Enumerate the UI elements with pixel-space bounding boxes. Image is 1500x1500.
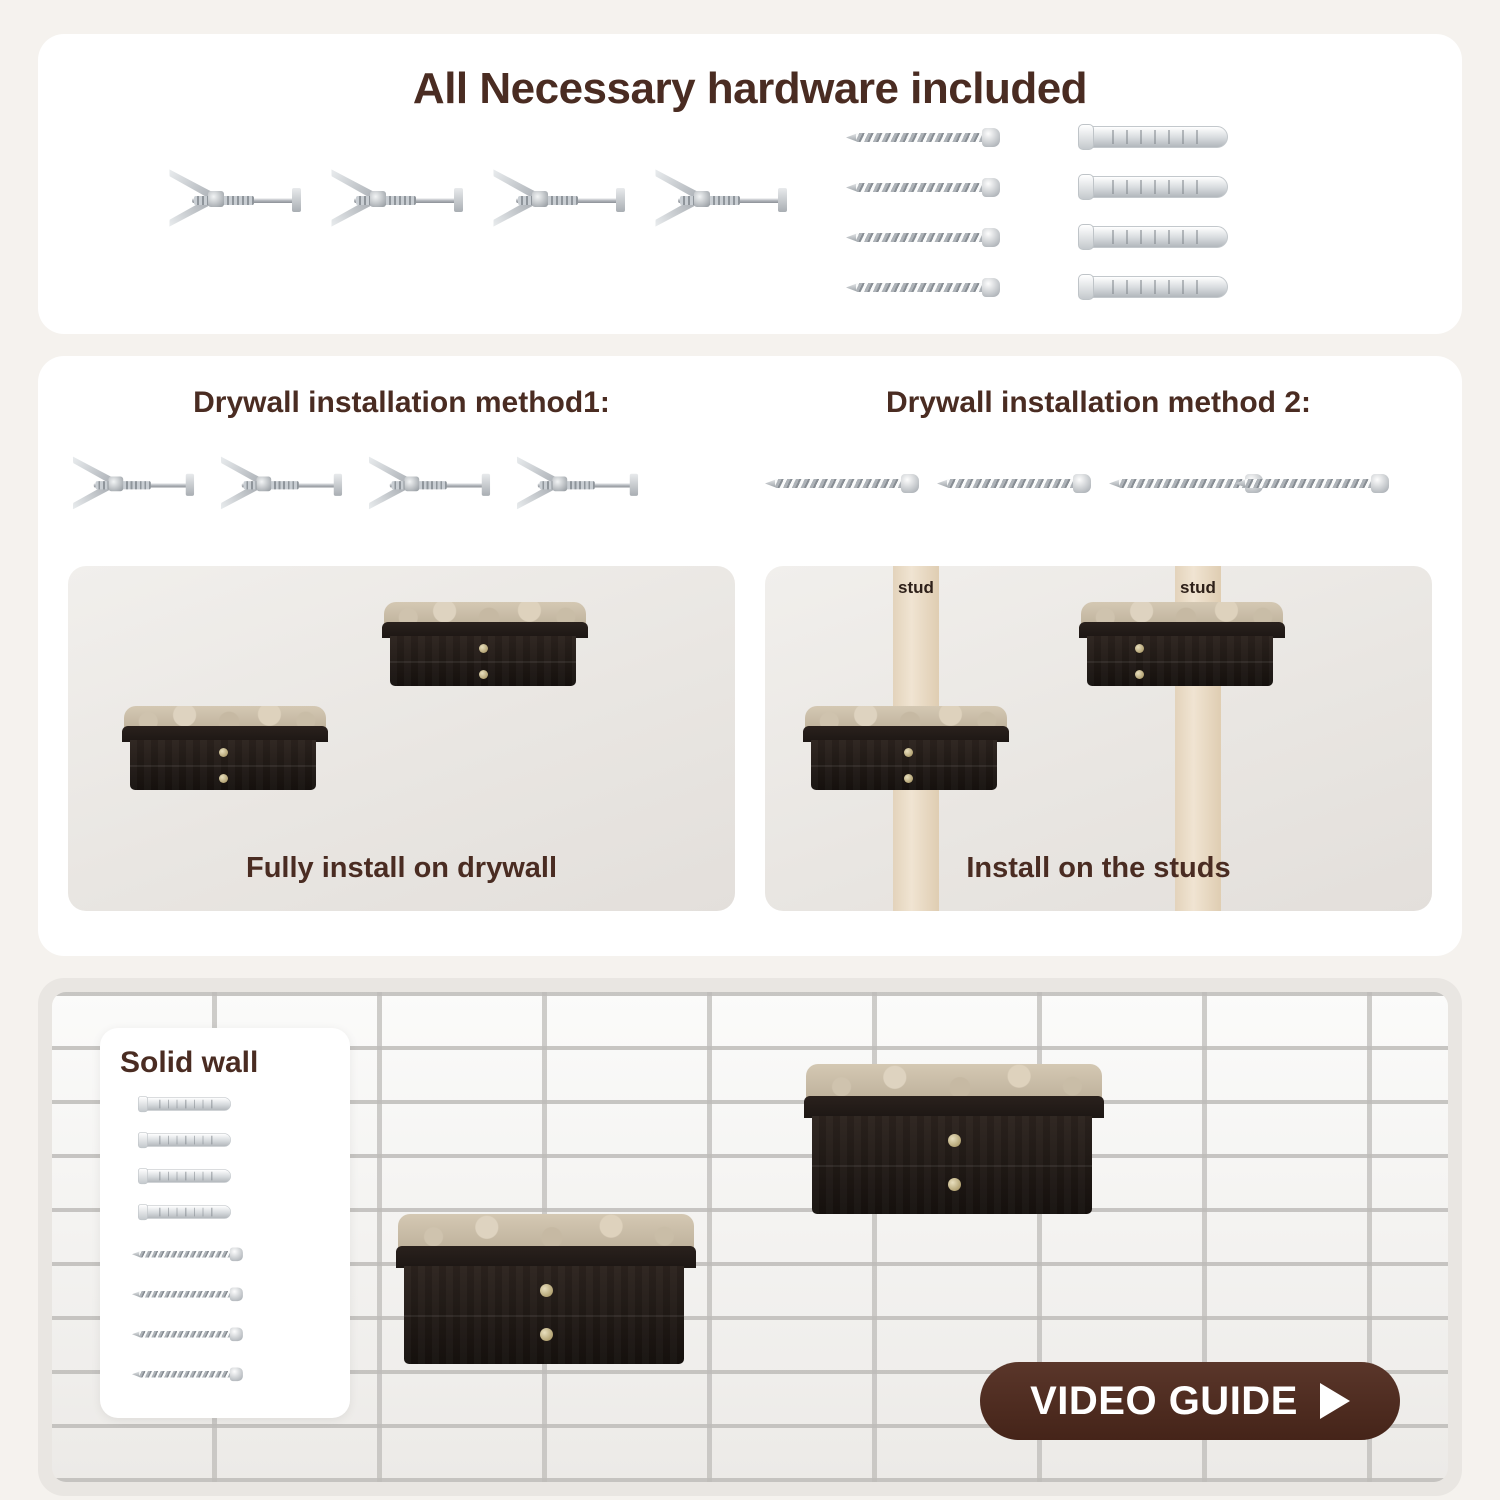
toggle-bolt-icon bbox=[216, 448, 354, 522]
toggle-head bbox=[778, 188, 787, 212]
method-2-fasteners bbox=[765, 436, 1432, 566]
screw-thread bbox=[139, 1291, 231, 1297]
anchor-collar bbox=[1078, 124, 1094, 150]
toggle-bolt-icon bbox=[512, 448, 650, 522]
anchor-collar bbox=[1078, 274, 1094, 300]
mounting-screw-dot bbox=[904, 748, 913, 757]
floating-shelf bbox=[130, 706, 316, 790]
shelf-front bbox=[812, 1116, 1092, 1214]
anchor-slots bbox=[1112, 230, 1204, 244]
screw-head bbox=[230, 1327, 243, 1341]
floating-shelf bbox=[812, 1064, 1092, 1214]
solid-wall-panel bbox=[38, 978, 1462, 1496]
toggle-bolt-icon bbox=[650, 160, 800, 240]
shelf-seam bbox=[1087, 661, 1273, 663]
method-1-photo bbox=[68, 566, 735, 911]
toggle-thread bbox=[356, 196, 416, 205]
anchor-collar bbox=[138, 1204, 148, 1220]
shelf-front bbox=[1087, 636, 1273, 686]
video-guide-label: VIDEO GUIDE bbox=[1030, 1378, 1298, 1423]
screw-icon bbox=[846, 276, 1006, 298]
anchor-collar bbox=[1078, 174, 1094, 200]
play-icon bbox=[1320, 1383, 1350, 1419]
toggle-head bbox=[616, 188, 625, 212]
video-guide-button[interactable] bbox=[980, 1362, 1400, 1440]
toggle-nut bbox=[532, 191, 548, 207]
screw-thread bbox=[1119, 479, 1247, 488]
screw-head bbox=[230, 1287, 243, 1301]
toggle-nut bbox=[694, 191, 710, 207]
screw-thread bbox=[856, 133, 984, 142]
anchor-collar bbox=[138, 1096, 148, 1112]
toggle-nut bbox=[256, 477, 271, 492]
shelf-seam bbox=[812, 1165, 1092, 1167]
screw-icon bbox=[846, 226, 1006, 248]
anchor-slots bbox=[1112, 280, 1204, 294]
screw-icon bbox=[132, 1246, 247, 1262]
wall-anchor-icon bbox=[138, 1132, 231, 1148]
screw-head bbox=[982, 278, 1000, 297]
method-1-fasteners bbox=[68, 436, 735, 566]
anchor-collar bbox=[138, 1168, 148, 1184]
mounting-screw-dot bbox=[1135, 670, 1144, 679]
mounting-screw-dot bbox=[540, 1328, 553, 1341]
screw-thread bbox=[1245, 479, 1373, 488]
shelf-seam bbox=[390, 661, 576, 663]
screw-icon bbox=[132, 1366, 247, 1382]
mounting-screw-dot bbox=[219, 748, 228, 757]
toggle-nut bbox=[108, 477, 123, 492]
mounting-screw-dot bbox=[904, 774, 913, 783]
mounting-screw-dot bbox=[479, 670, 488, 679]
screw-icon bbox=[846, 176, 1006, 198]
screw-head bbox=[1073, 474, 1091, 493]
shelf-seam bbox=[130, 765, 316, 767]
anchor-slots bbox=[1112, 130, 1204, 144]
screw-icon bbox=[765, 472, 925, 494]
brick-wall-background bbox=[52, 992, 1448, 1482]
mounting-screw-dot bbox=[219, 774, 228, 783]
installation-methods-panel bbox=[38, 356, 1462, 956]
toggle-nut bbox=[208, 191, 224, 207]
method-2-title: Drywall installation method 2: bbox=[885, 386, 1312, 419]
wall-anchor-icon bbox=[1078, 124, 1228, 150]
mounting-screw-dot bbox=[948, 1134, 961, 1147]
method-1-title: Drywall installation method1: bbox=[193, 386, 610, 419]
shelf-seam bbox=[811, 765, 997, 767]
solid-wall-card bbox=[100, 1028, 350, 1418]
method-2-column bbox=[765, 382, 1432, 930]
shelf-front bbox=[404, 1266, 684, 1364]
wall-anchor-icon bbox=[138, 1204, 231, 1220]
methods-grid bbox=[68, 382, 1432, 930]
solid-wall-title: Solid wall bbox=[120, 1046, 259, 1079]
wall-anchor-icon bbox=[1078, 224, 1228, 250]
screw-icon bbox=[1235, 472, 1395, 494]
screw-head bbox=[230, 1367, 243, 1381]
anchor-slots bbox=[1112, 180, 1204, 194]
screw-thread bbox=[947, 479, 1075, 488]
floating-shelf bbox=[390, 602, 576, 686]
mounting-screw-dot bbox=[1135, 644, 1144, 653]
screw-head bbox=[982, 178, 1000, 197]
screw-head bbox=[1371, 474, 1389, 493]
screw-icon bbox=[132, 1326, 247, 1342]
solid-wall-hardware-list bbox=[118, 1090, 332, 1400]
anchor-slots bbox=[159, 1172, 216, 1181]
toggle-thread bbox=[680, 196, 740, 205]
anchor-collar bbox=[1078, 224, 1094, 250]
floating-shelf bbox=[1087, 602, 1273, 686]
toggle-head bbox=[454, 188, 463, 212]
method-2-caption: Install on the studs bbox=[966, 852, 1231, 884]
screw-thread bbox=[775, 479, 903, 488]
wall-anchor-icon bbox=[1078, 174, 1228, 200]
hardware-included-panel bbox=[38, 34, 1462, 334]
shelf-front bbox=[811, 740, 997, 790]
anchor-slots bbox=[159, 1208, 216, 1217]
screw-thread bbox=[856, 183, 984, 192]
screw-head bbox=[982, 228, 1000, 247]
shelf-front bbox=[390, 636, 576, 686]
toggle-head bbox=[292, 188, 301, 212]
toggle-head bbox=[334, 474, 342, 496]
method-2-photo bbox=[765, 566, 1432, 911]
wall-anchor-icon bbox=[1078, 274, 1228, 300]
screw-icon bbox=[846, 126, 1006, 148]
page-title: All Necessary hardware included bbox=[412, 64, 1088, 113]
mounting-screw-dot bbox=[948, 1178, 961, 1191]
shelf-front bbox=[130, 740, 316, 790]
toggle-head bbox=[630, 474, 638, 496]
shelf-seam bbox=[404, 1315, 684, 1317]
anchor-collar bbox=[138, 1132, 148, 1148]
toggle-bolt-icon bbox=[326, 160, 476, 240]
toggle-nut bbox=[552, 477, 567, 492]
hardware-illustration-area bbox=[68, 122, 1432, 312]
method-1-column bbox=[68, 382, 735, 930]
toggle-bolt-icon bbox=[364, 448, 502, 522]
toggle-nut bbox=[370, 191, 386, 207]
screw-head bbox=[982, 128, 1000, 147]
method-1-caption: Fully install on drywall bbox=[246, 852, 557, 884]
stud-label-left: stud bbox=[898, 578, 934, 597]
screw-head bbox=[901, 474, 919, 493]
screw-thread bbox=[139, 1371, 231, 1377]
anchor-slots bbox=[159, 1100, 216, 1109]
toggle-bolt-icon bbox=[488, 160, 638, 240]
floating-shelf bbox=[811, 706, 997, 790]
stud-label-right: stud bbox=[1180, 578, 1216, 597]
screw-thread bbox=[856, 283, 984, 292]
toggle-bolt-icon bbox=[164, 160, 314, 240]
shelf-top-edge bbox=[396, 1246, 696, 1268]
toggle-bolt-icon bbox=[68, 448, 206, 522]
screw-icon bbox=[937, 472, 1097, 494]
toggle-thread bbox=[518, 196, 578, 205]
screw-thread bbox=[139, 1251, 231, 1257]
screw-thread bbox=[856, 233, 984, 242]
toggle-thread bbox=[194, 196, 254, 205]
mounting-screw-dot bbox=[479, 644, 488, 653]
mounting-screw-dot bbox=[540, 1284, 553, 1297]
wall-anchor-icon bbox=[138, 1168, 231, 1184]
anchor-slots bbox=[159, 1136, 216, 1145]
screw-thread bbox=[139, 1331, 231, 1337]
toggle-head bbox=[186, 474, 194, 496]
screw-head bbox=[230, 1247, 243, 1261]
toggle-head bbox=[482, 474, 490, 496]
toggle-nut bbox=[404, 477, 419, 492]
shelf-top-edge bbox=[804, 1096, 1104, 1118]
wall-anchor-icon bbox=[138, 1096, 231, 1112]
screw-icon bbox=[132, 1286, 247, 1302]
floating-shelf bbox=[404, 1214, 684, 1364]
